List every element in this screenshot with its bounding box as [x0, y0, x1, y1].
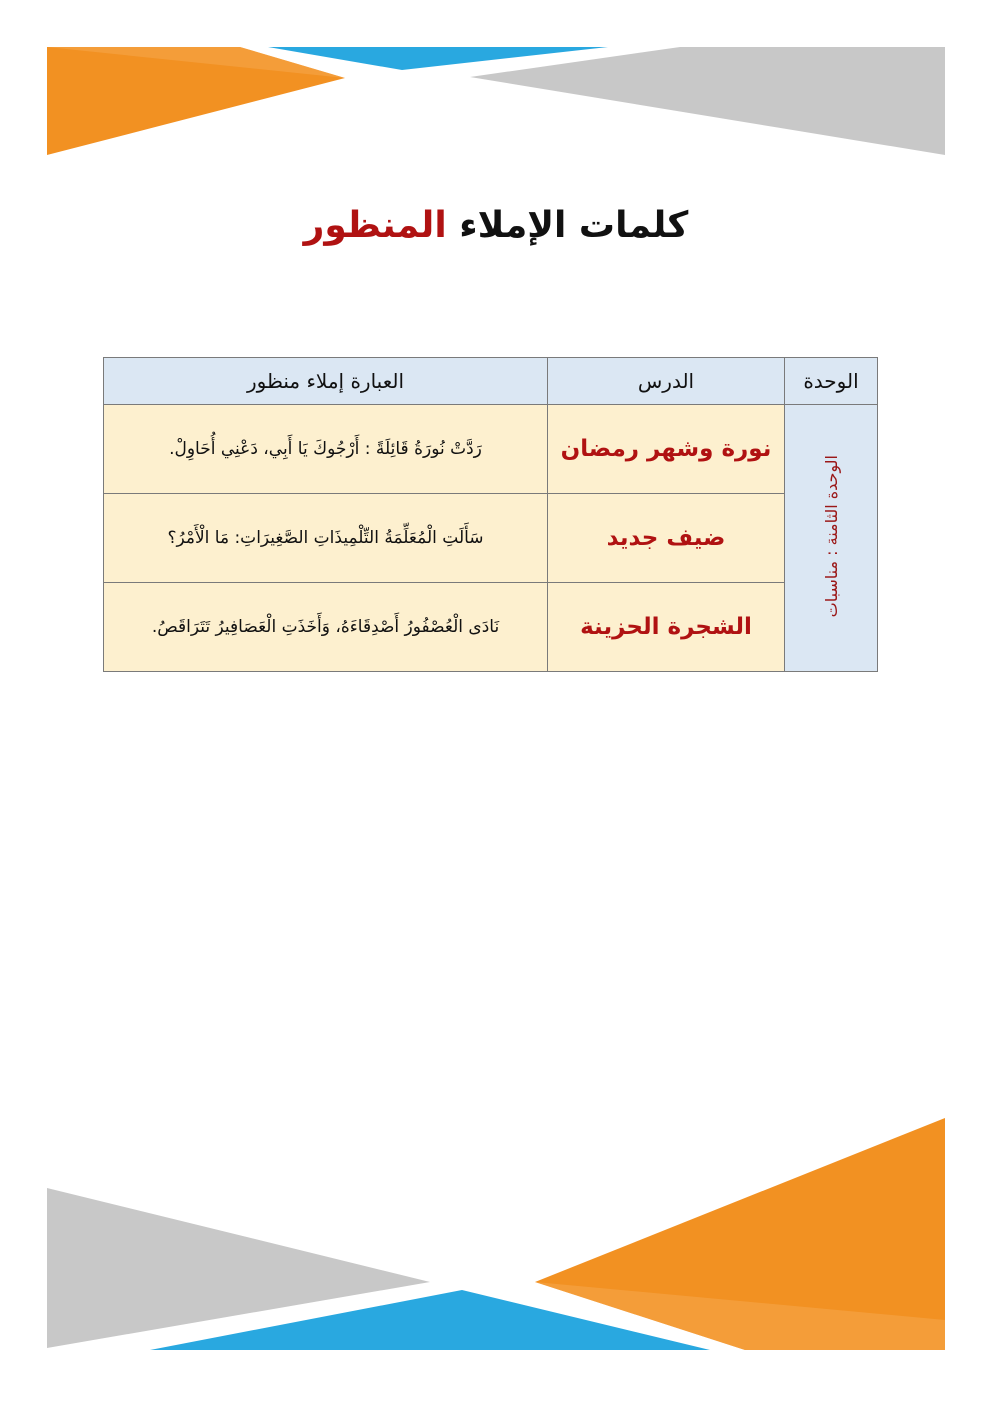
title-main: كلمات الإملاء — [446, 205, 689, 246]
top-gray-shape — [470, 47, 945, 155]
page-title — [0, 205, 992, 246]
table-header-row — [104, 358, 878, 405]
top-decoration — [0, 0, 992, 200]
lesson-cell: الشجرة الحزينة — [548, 583, 785, 672]
top-orange-shape — [47, 47, 345, 155]
header-lesson: الدرس — [548, 358, 785, 405]
phrase-cell: رَدَّتْ نُورَةُ قَائِلَةً : أَرْجُوكَ يَا أَبِي، دَعْنِي أُحَاوِلْ. — [104, 405, 548, 494]
table-row — [104, 494, 878, 583]
header-unit: الوحدة — [785, 358, 878, 405]
unit-cell — [785, 405, 878, 672]
dictation-table — [103, 357, 878, 672]
bottom-decoration — [0, 1110, 992, 1403]
lesson-cell: نورة وشهر رمضان — [548, 405, 785, 494]
table-row — [104, 405, 878, 494]
phrase-cell: نَادَى الْعُصْفُورُ أَصْدِقَاءَهُ، وَأَخَذَتِ الْعَصَافِيرُ تَتَرَاقَصُ. — [104, 583, 548, 672]
header-phrase: العبارة إملاء منظور — [104, 358, 548, 405]
phrase-cell: سَأَلَتِ الْمُعَلِّمَةُ التِّلْمِيذَاتِ الصَّغِيرَاتِ: مَا الْأَمْرُ؟ — [104, 494, 548, 583]
unit-label: الوحدة الثامنة : مناسبات — [821, 454, 841, 618]
table-row — [104, 583, 878, 672]
lesson-cell: ضيف جديد — [548, 494, 785, 583]
title-accent: المنظور — [303, 205, 447, 246]
